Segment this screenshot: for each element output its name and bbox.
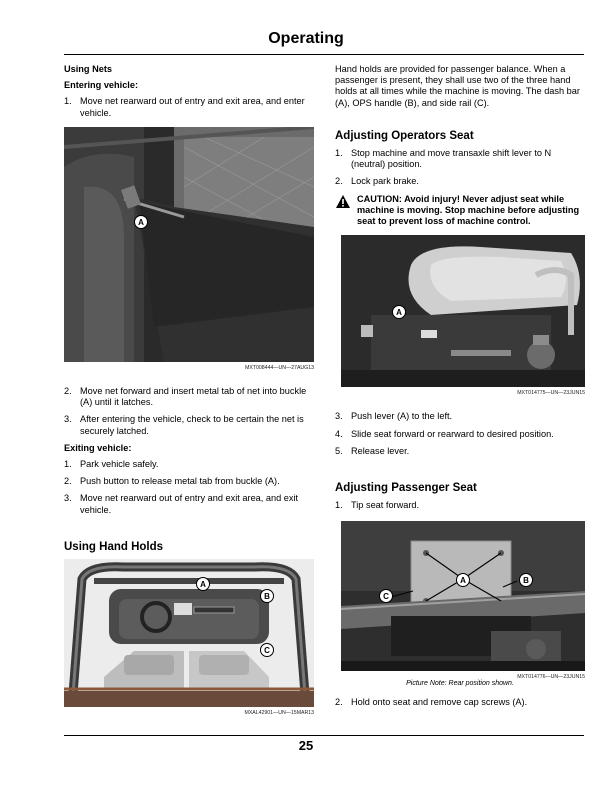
step-item bbox=[335, 411, 585, 422]
step-item bbox=[64, 476, 314, 487]
passenger-seat-heading: Adjusting Passenger Seat bbox=[335, 482, 477, 495]
header-rule bbox=[64, 54, 584, 55]
step-text: Move net forward and insert metal tab of net into buckle (A) until it latches. bbox=[80, 386, 307, 408]
step-number: 2. bbox=[335, 696, 343, 707]
step-item bbox=[64, 414, 314, 436]
callout-a: A bbox=[456, 573, 470, 587]
step-item bbox=[335, 500, 585, 511]
callout-c: C bbox=[260, 643, 274, 657]
callout-a: A bbox=[196, 577, 210, 591]
hand-holds-photo bbox=[64, 559, 314, 707]
hand-holds-heading: Using Hand Holds bbox=[64, 540, 164, 553]
step-text: Park vehicle safely. bbox=[80, 459, 159, 470]
step-number: 1. bbox=[64, 459, 72, 470]
page-title: Operating bbox=[268, 30, 344, 47]
step-number: 2. bbox=[335, 176, 343, 187]
page-number: 25 bbox=[298, 738, 314, 753]
step-number: 1. bbox=[335, 500, 343, 511]
figure-code: MXT014776—UN—23JUN15 bbox=[517, 674, 585, 681]
hand-holds-paragraph: Hand holds are provided for passenger balance. When a passenger is present, they shall use two of the three hand holds at all times while the machine is moving. The dash bar (A), OPS handle (B), and side rail (C). bbox=[335, 64, 580, 108]
step-item bbox=[64, 386, 314, 408]
callout-a: A bbox=[392, 305, 406, 319]
step-text: Move net rearward out of entry and exit area, and enter vehicle. bbox=[80, 96, 305, 118]
right-column bbox=[335, 64, 585, 714]
step-number: 3. bbox=[64, 414, 72, 425]
caution-notice bbox=[335, 194, 585, 228]
passenger-seat-photo bbox=[341, 521, 585, 671]
caution-text: CAUTION: Avoid injury! Never adjust seat while machine is moving. Stop machine before adjusting seat to prevent loss of machine control. bbox=[357, 193, 580, 227]
callout-c: C bbox=[379, 589, 393, 603]
step-text: Stop machine and move transaxle shift lever to N (neutral) position. bbox=[351, 148, 552, 170]
footer-rule bbox=[64, 735, 584, 736]
callout-a: A bbox=[134, 215, 148, 229]
step-item bbox=[64, 96, 314, 118]
step-number: 3. bbox=[64, 493, 72, 504]
figure-code: MXT014775—UN—23JUN15 bbox=[517, 390, 585, 397]
net-photo bbox=[64, 127, 314, 362]
step-item bbox=[335, 176, 585, 187]
left-column bbox=[64, 64, 314, 719]
using-nets-heading: Using Nets bbox=[64, 64, 112, 74]
step-text: Tip seat forward. bbox=[351, 500, 420, 511]
warning-icon bbox=[336, 195, 350, 208]
step-number: 2. bbox=[64, 386, 72, 397]
step-number: 2. bbox=[64, 476, 72, 487]
entering-vehicle-heading: Entering vehicle: bbox=[64, 80, 139, 91]
step-text: Push lever (A) to the left. bbox=[351, 411, 453, 422]
step-item bbox=[64, 493, 314, 515]
step-item bbox=[335, 429, 585, 440]
operators-seat-heading: Adjusting Operators Seat bbox=[335, 129, 474, 142]
callout-b: B bbox=[260, 589, 274, 603]
callout-b: B bbox=[519, 573, 533, 587]
callout-leader-lines bbox=[341, 521, 585, 671]
step-text: After entering the vehicle, check to be certain the net is securely latched. bbox=[80, 414, 304, 436]
step-text: Hold onto seat and remove cap screws (A). bbox=[351, 696, 528, 707]
figure-code: MXAL42901—UN—15MAR13 bbox=[244, 710, 314, 717]
step-number: 1. bbox=[335, 148, 343, 159]
step-text: Slide seat forward or rearward to desired position. bbox=[351, 428, 554, 439]
step-number: 5. bbox=[335, 445, 343, 456]
step-text: Move net rearward out of entry and exit area, and exit vehicle. bbox=[80, 493, 299, 515]
step-text: Release lever. bbox=[351, 445, 410, 456]
step-text: Lock park brake. bbox=[351, 176, 419, 187]
figure-code: MXT008444—UN—27AUG13 bbox=[245, 364, 314, 371]
step-item bbox=[335, 446, 585, 457]
operator-seat-photo bbox=[341, 235, 585, 387]
step-number: 3. bbox=[335, 411, 343, 422]
exiting-vehicle-heading: Exiting vehicle: bbox=[64, 442, 132, 453]
picture-note: Picture Note: Rear position shown. bbox=[406, 679, 514, 687]
step-text: Push button to release metal tab from buckle (A). bbox=[80, 476, 280, 487]
step-number: 1. bbox=[64, 96, 72, 107]
step-item bbox=[64, 459, 314, 470]
step-item bbox=[335, 697, 585, 708]
step-item bbox=[335, 148, 585, 170]
step-number: 4. bbox=[335, 428, 343, 439]
